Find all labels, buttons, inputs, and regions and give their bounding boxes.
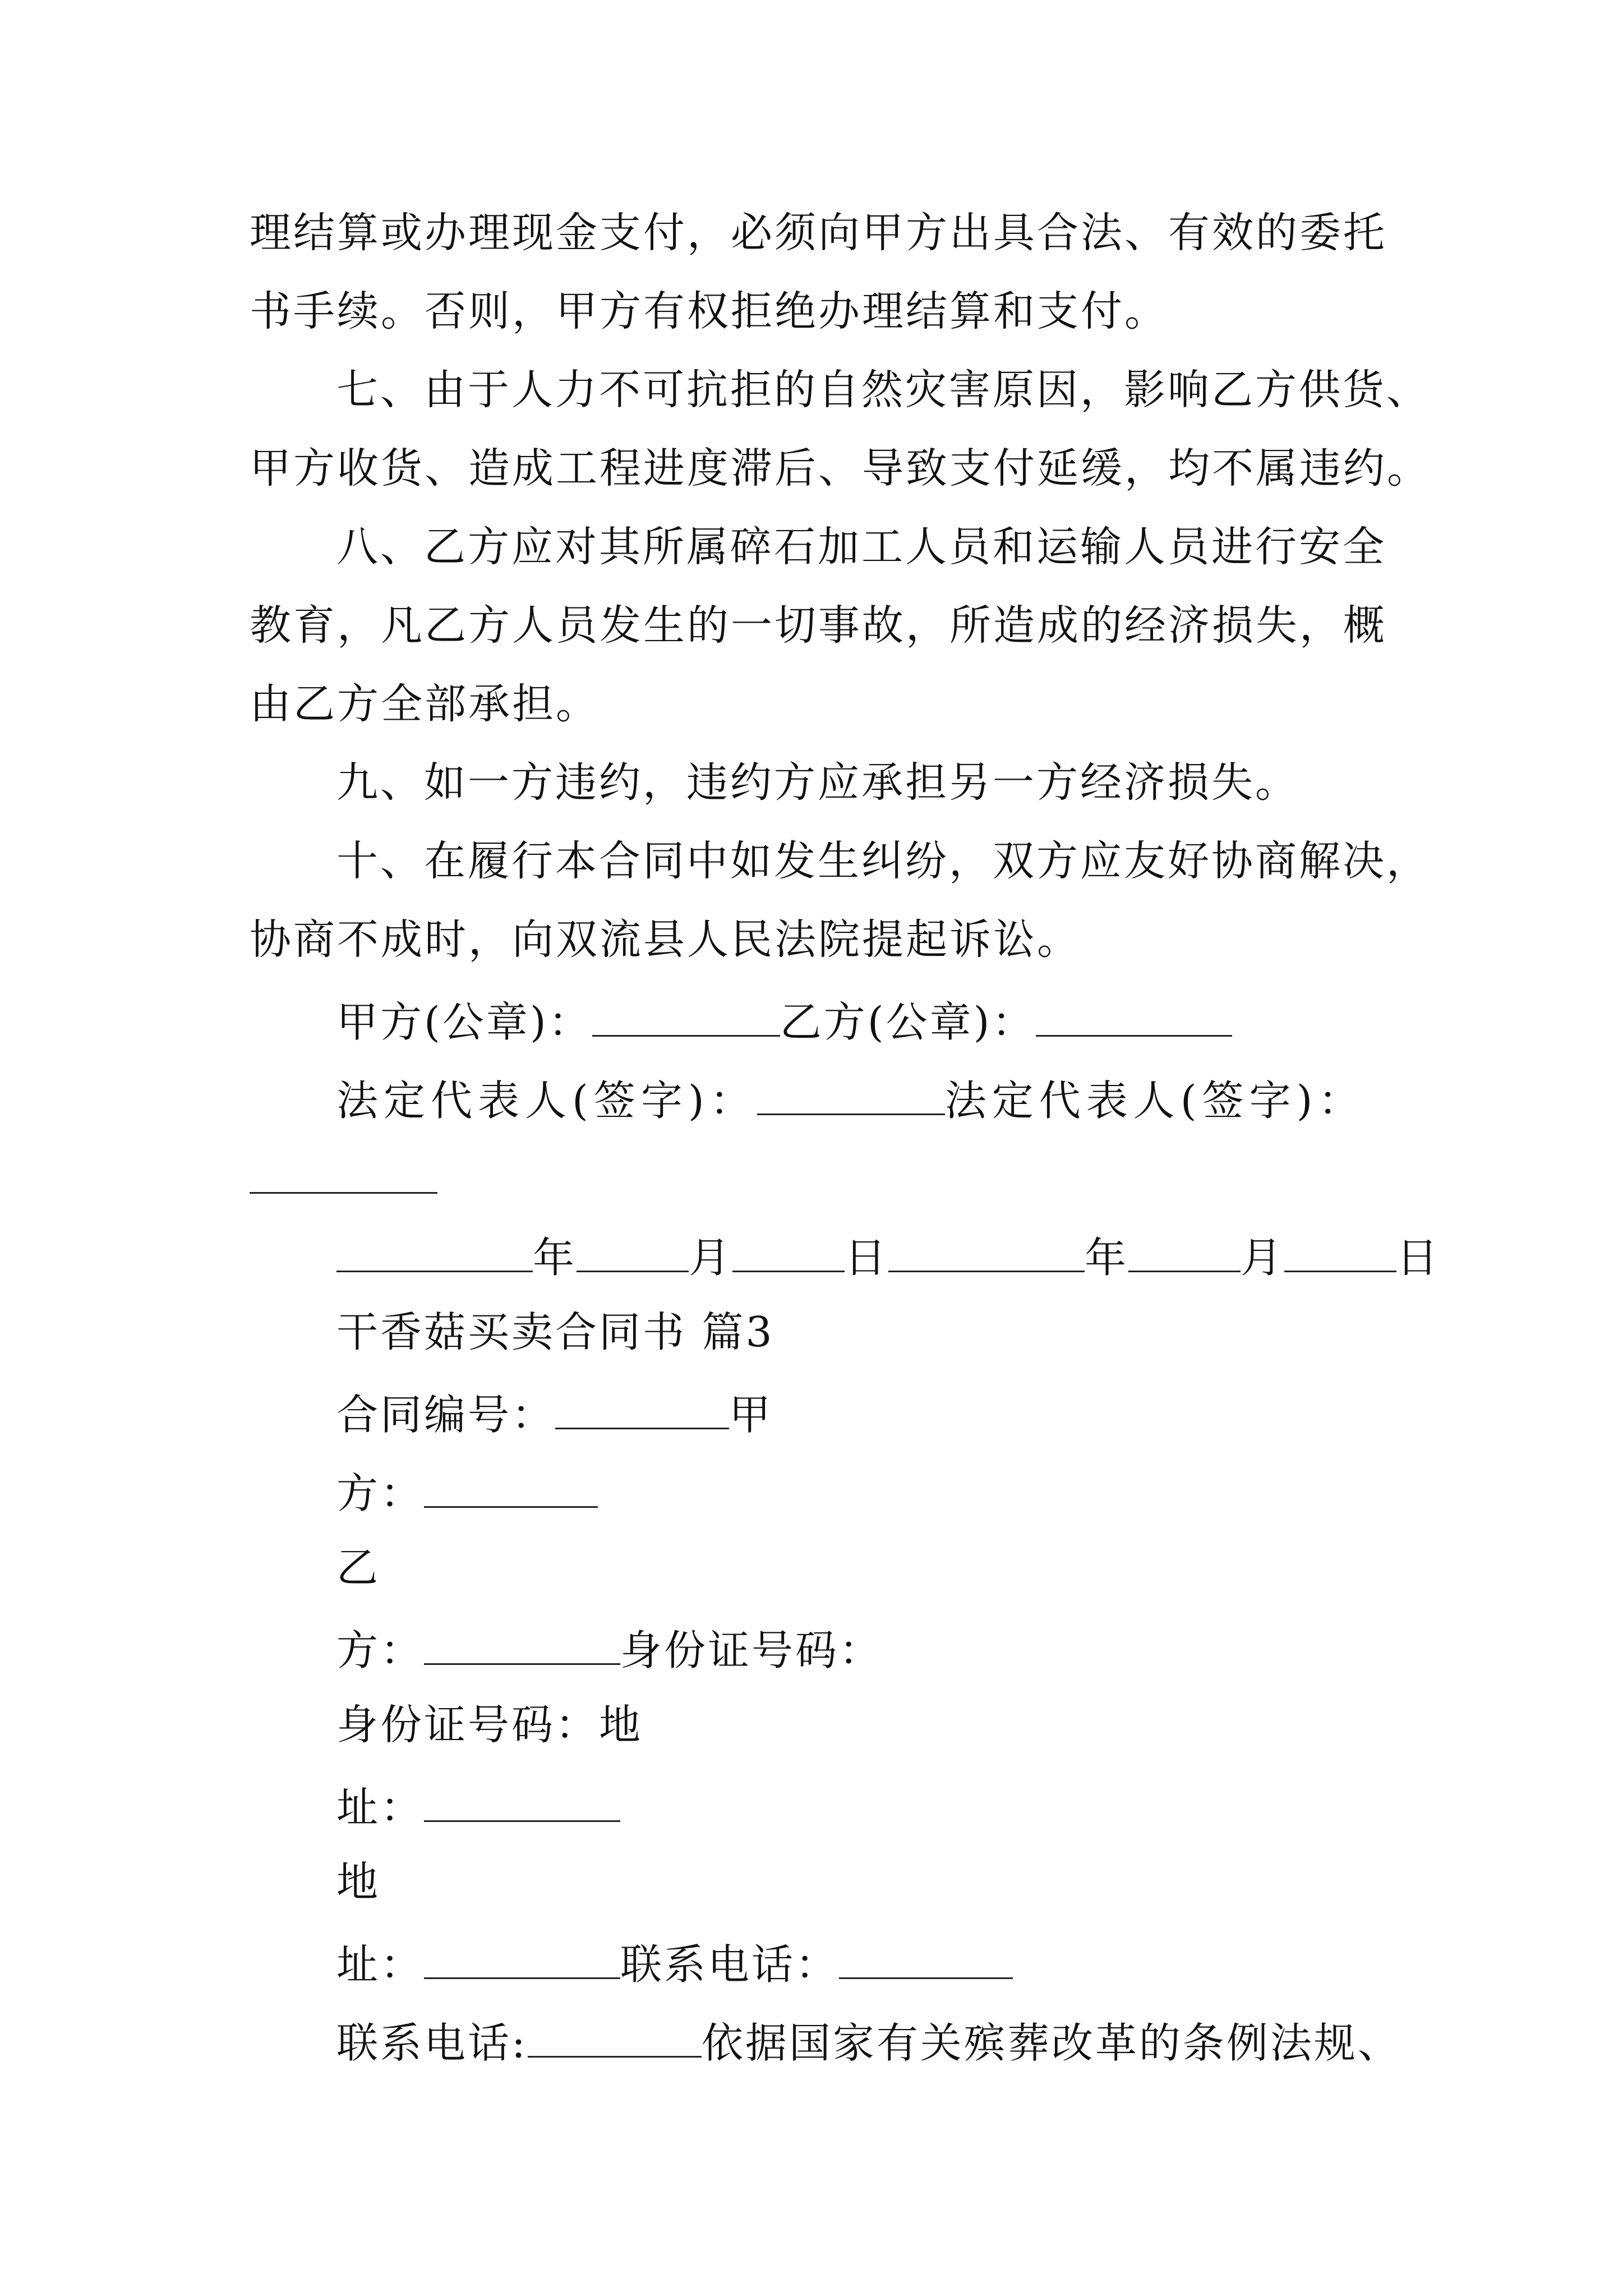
paragraph-line: 协商不成时，向双流县人民法院提起诉讼。 <box>250 915 1081 964</box>
party-a-blank[interactable] <box>424 1469 598 1508</box>
address-label: 址： <box>336 1783 424 1832</box>
day-label: 日 <box>1396 1234 1440 1282</box>
address-label-b: 址： <box>336 1940 424 1989</box>
legal-rep-line <box>336 1076 1366 1125</box>
phone-label-2: 联系电话: <box>336 2019 528 2068</box>
month-label: 月 <box>689 1234 732 1282</box>
party-a-line <box>336 1469 598 1518</box>
year-label: 年 <box>1085 1234 1128 1282</box>
year-label: 年 <box>533 1234 577 1282</box>
paragraph-line: 书手续。否则，甲方有权拒绝办理结算和支付。 <box>250 287 1168 335</box>
party-b-seal-blank[interactable] <box>1036 997 1232 1037</box>
legal-rep-b-blank[interactable] <box>250 1154 437 1194</box>
day-label: 日 <box>845 1234 888 1282</box>
phone-line <box>336 2018 1401 2068</box>
section-title: 干香菇买卖合同书 篇3 <box>336 1308 774 1356</box>
party-b-line <box>336 1626 883 1675</box>
address-a-blank[interactable] <box>424 1783 620 1822</box>
legal-rep-a-label: 法定代表人(签字)： <box>336 1076 757 1125</box>
day-b-blank[interactable] <box>1284 1233 1396 1272</box>
address-char: 地 <box>599 1701 643 1749</box>
contract-number-line <box>336 1390 773 1439</box>
seal-line <box>336 997 1232 1047</box>
id-number-label: 身份证号码： <box>620 1626 883 1675</box>
address-line-b <box>336 1940 1013 1989</box>
month-b-blank[interactable] <box>1128 1233 1241 1272</box>
legal-rep-b-label: 法定代表人(签字)： <box>944 1076 1366 1125</box>
paragraph-line: 由乙方全部承担。 <box>250 680 600 728</box>
party-a-seal-blank[interactable] <box>592 997 780 1037</box>
month-label: 月 <box>1241 1234 1284 1282</box>
address-b-blank[interactable] <box>424 1940 620 1979</box>
address-line-a <box>336 1783 620 1832</box>
contract-number-label: 合同编号： <box>336 1391 555 1439</box>
party-b-seal-label: 乙方(公章)： <box>780 998 1036 1047</box>
year-a-blank[interactable] <box>336 1233 533 1272</box>
clause-seven-line: 七、由于人力不可抗拒的自然灾害原因，影响乙方供货、 <box>336 366 1430 414</box>
phone-a-blank[interactable] <box>839 1940 1013 1979</box>
paragraph-line: 教育，凡乙方人员发生的一切事故，所造成的经济损失，概 <box>250 601 1387 650</box>
paragraph-line: 理结算或办理现金支付，必须向甲方出具合法、有效的委托 <box>250 209 1387 257</box>
body-text: 依据国家有关殡葬改革的条例法规、 <box>701 2019 1401 2068</box>
year-b-blank[interactable] <box>888 1233 1085 1272</box>
contract-number-blank[interactable] <box>555 1390 729 1429</box>
phone-b-blank[interactable] <box>528 2018 702 2058</box>
clause-ten-line: 十、在履行本合同中如发生纠纷，双方应友好协商解决， <box>336 837 1430 885</box>
legal-rep-b-line <box>250 1154 437 1200</box>
id-number-label-2: 身份证号码： <box>336 1701 599 1749</box>
party-b-label: 方： <box>336 1626 424 1675</box>
month-a-blank[interactable] <box>577 1233 689 1272</box>
date-line <box>336 1233 1440 1282</box>
day-a-blank[interactable] <box>732 1233 845 1272</box>
party-a-char: 甲 <box>729 1391 773 1439</box>
clause-nine-line: 九、如一方违约，违约方应承担另一方经济损失。 <box>336 758 1299 807</box>
party-b-char: 乙 <box>336 1544 380 1592</box>
party-a-seal-label: 甲方(公章)： <box>336 998 592 1047</box>
clause-eight-line: 八、乙方应对其所属碎石加工人员和运输人员进行安全 <box>336 523 1386 571</box>
address-char-b: 地 <box>336 1858 380 1906</box>
party-a-label: 方： <box>336 1469 424 1518</box>
id-number-line <box>336 1701 643 1749</box>
paragraph-line: 甲方收货、造成工程进度滞后、导致支付延缓，均不属违约。 <box>250 444 1431 493</box>
party-b-blank[interactable] <box>424 1626 620 1665</box>
phone-label: 联系电话： <box>620 1940 839 1989</box>
legal-rep-a-blank[interactable] <box>757 1076 945 1115</box>
